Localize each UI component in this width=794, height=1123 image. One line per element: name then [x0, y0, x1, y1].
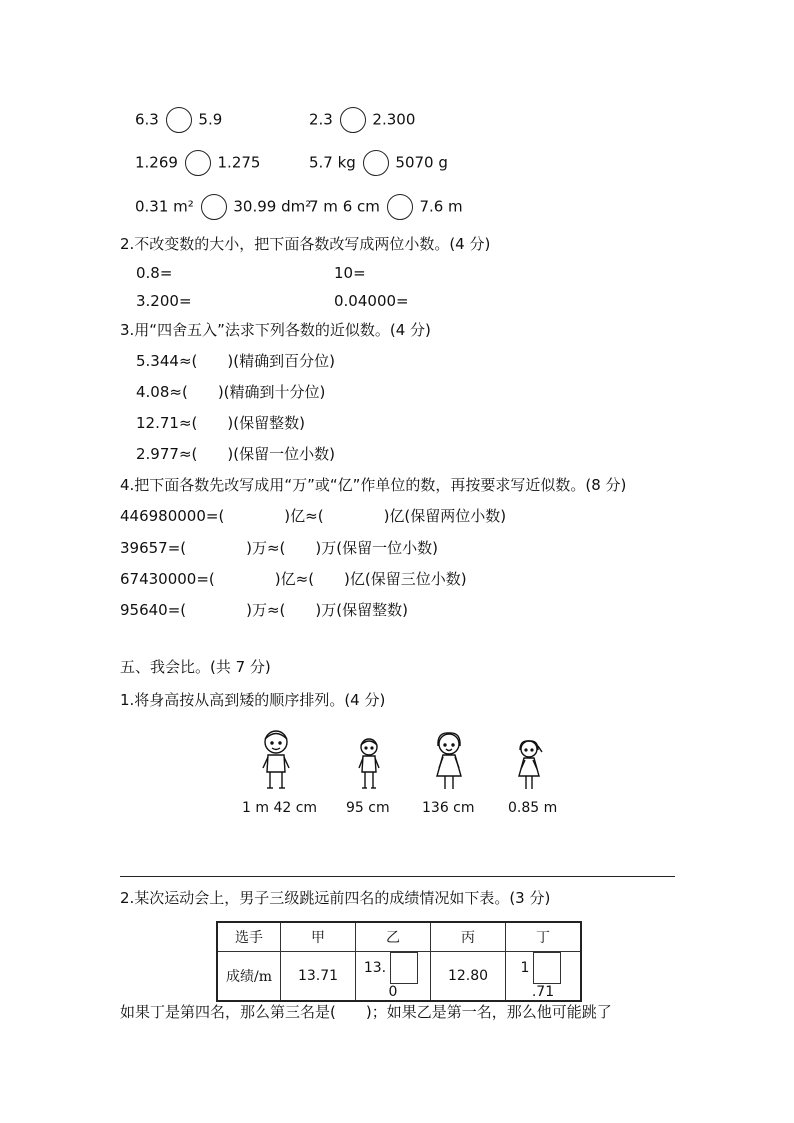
approx-item: 2.977≈( )(保留一位小数)	[136, 445, 335, 463]
compare-item	[135, 107, 222, 133]
answer-circle[interactable]	[363, 150, 389, 176]
table-header: 选手	[217, 922, 281, 952]
unit-item: 446980000=( )亿≈( )亿(保留两位小数)	[120, 507, 507, 525]
digit-box[interactable]	[390, 952, 418, 984]
score-cell: 1.71	[506, 952, 582, 1002]
score-cell: 13.71	[281, 952, 356, 1002]
question-title: 1.将身高按从高到矮的顺序排列。(4 分)	[120, 691, 386, 709]
compare-right: 2.300	[372, 110, 416, 129]
digit-box[interactable]	[533, 952, 561, 984]
table-header: 丁	[506, 922, 582, 952]
compare-right: 5.9	[198, 110, 223, 129]
compare-item	[309, 150, 448, 176]
rewrite-item: 0.8=	[136, 264, 173, 282]
rewrite-item: 10=	[334, 264, 366, 282]
compare-item	[135, 150, 260, 176]
boy-tall-figure	[256, 728, 296, 794]
unit-item: 67430000=( )亿≈( )亿(保留三位小数)	[120, 570, 467, 588]
table-header-row	[217, 922, 581, 952]
boy-short-figure	[354, 736, 384, 794]
compare-left: 5.7 kg	[309, 153, 356, 172]
compare-left: 6.3	[135, 110, 159, 129]
answer-line[interactable]	[120, 876, 675, 877]
kid-height-label: 95 cm	[346, 800, 390, 816]
unit-item: 39657=( )万≈( )万(保留一位小数)	[120, 539, 438, 557]
compare-item	[135, 194, 311, 220]
compare-left: 1.269	[135, 153, 178, 172]
table-row	[217, 952, 581, 1002]
compare-left: 2.3	[309, 110, 333, 129]
row-label: 成绩/m	[217, 952, 281, 1002]
answer-circle[interactable]	[387, 194, 413, 220]
kid-height-label: 0.85 m	[508, 800, 558, 816]
kid-height-label: 1 m 42 cm	[242, 800, 318, 816]
score-cell: 13.0	[356, 952, 431, 1002]
approx-item: 5.344≈( )(精确到百分位)	[136, 352, 335, 370]
compare-right: 1.275	[217, 153, 261, 172]
score-cell: 12.80	[431, 952, 506, 1002]
compare-left: 7 m 6 cm	[309, 197, 380, 216]
compare-right: 30.99 dm²	[233, 197, 312, 216]
kid-height-label: 136 cm	[422, 800, 475, 816]
answer-circle[interactable]	[185, 150, 211, 176]
answer-circle[interactable]	[340, 107, 366, 133]
answer-circle[interactable]	[166, 107, 192, 133]
compare-right: 5070 g	[395, 153, 448, 172]
question-title: 4.把下面各数先改写成用“万”或“亿”作单位的数，再按要求写近似数。(8 分)	[120, 476, 627, 494]
score-table	[216, 921, 582, 1002]
question-text: 如果丁是第四名，那么第三名是( )；如果乙是第一名，那么他可能跳了	[120, 1003, 612, 1021]
table-header: 乙	[356, 922, 431, 952]
girl-tall-figure	[431, 730, 467, 794]
approx-item: 12.71≈( )(保留整数)	[136, 414, 305, 432]
girl-short-figure	[514, 738, 544, 794]
compare-item	[309, 107, 415, 133]
unit-item: 95640=( )万≈( )万(保留整数)	[120, 601, 408, 619]
approx-item: 4.08≈( )(精确到十分位)	[136, 383, 326, 401]
section-title: 五、我会比。(共 7 分)	[120, 658, 271, 676]
compare-left: 0.31 m²	[135, 197, 194, 216]
rewrite-item: 0.04000=	[334, 292, 409, 310]
question-title: 3.用“四舍五入”法求下列各数的近似数。(4 分)	[120, 321, 431, 339]
table-header: 甲	[281, 922, 356, 952]
compare-item	[309, 194, 463, 220]
table-header: 丙	[431, 922, 506, 952]
question-title: 2.不改变数的大小，把下面各数改写成两位小数。(4 分)	[120, 235, 491, 253]
compare-right: 7.6 m	[419, 197, 463, 216]
answer-circle[interactable]	[201, 194, 227, 220]
rewrite-item: 3.200=	[136, 292, 192, 310]
question-title: 2.某次运动会上，男子三级跳远前四名的成绩情况如下表。(3 分)	[120, 889, 551, 907]
